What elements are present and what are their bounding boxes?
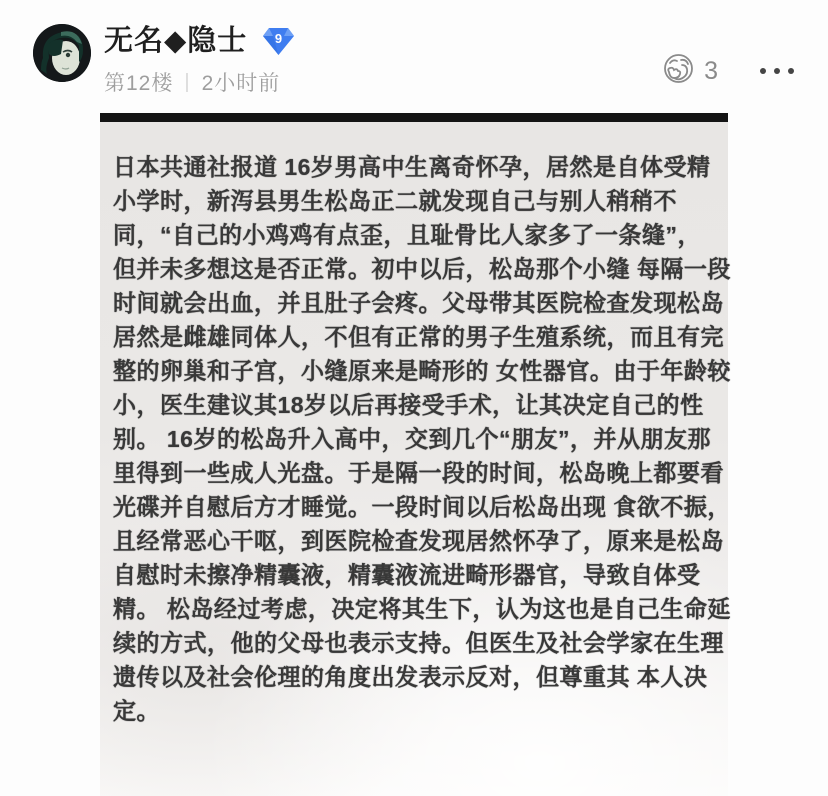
image-text-line: 居然是雌雄同体人，不但有正常的男子生殖系统，而且有完 <box>113 323 724 351</box>
image-text-line: 时间就会出血，并且肚子会疼。父母带其医院检查发现松岛 <box>113 289 724 317</box>
post-header <box>0 0 828 113</box>
image-text-line: 定。 <box>113 697 160 725</box>
image-text-line: 小学时，新泻县男生松岛正二就发现自己与别人稍稍不 <box>113 187 677 215</box>
image-text-line: 整的卵巢和子宫，小缝原来是畸形的 女性器官。由于年龄较 <box>113 357 731 385</box>
image-top-black-bar <box>100 113 728 122</box>
image-text-line: 同，“自己的小鸡鸡有点歪，且耻骨比人家多了一条缝”， <box>113 221 701 249</box>
image-text-line: 里得到一些成人光盘。于是隔一段的时间，松岛晚上都要看 <box>113 459 724 487</box>
image-text-line: 精。 松岛经过考虑，决定将其生下，认为这也是自己生命延 <box>113 595 731 623</box>
name-block <box>104 24 294 97</box>
image-text-line: 光碟并自慰后方才睡觉。一段时间以后松岛出现 食欲不振， <box>113 493 731 521</box>
reaction-button[interactable] <box>662 52 718 90</box>
image-text-line: 续的方式，他的父母也表示支持。但医生及社会学家在生理 <box>113 629 724 657</box>
image-text-line: 别。 16岁的松岛升入高中，交到几个“朋友”，并从朋友那 <box>113 425 711 453</box>
meta-divider: | <box>184 70 191 93</box>
floor-number: 第12楼 <box>104 72 174 95</box>
username[interactable]: 无名◆隐士 <box>104 25 248 57</box>
image-paper-area <box>100 122 731 796</box>
image-text-line: 且经常恶心干呕，到医院检查发现居然怀孕了，原来是松岛 <box>113 527 724 555</box>
post-meta <box>104 67 294 97</box>
image-text-line: 自慰时未擦净精囊液，精囊液流进畸形器官，导致自体受 <box>113 561 701 589</box>
facepalm-emoji-icon <box>662 52 695 90</box>
avatar[interactable] <box>33 24 91 82</box>
avatar-image <box>33 24 91 82</box>
ellipsis-more-icon <box>760 68 766 74</box>
image-text-line: 小，医生建议其18岁以后再接受手术，让其决定自己的性 <box>113 391 704 419</box>
image-text-line: 但并未多想这是否正常。初中以后，松岛那个小缝 每隔一段 <box>113 255 731 283</box>
post-content-image[interactable] <box>100 113 731 796</box>
header-actions <box>662 52 802 90</box>
level-badge-icon <box>263 28 294 55</box>
reaction-count: 3 <box>704 56 718 85</box>
level-number: 9 <box>275 30 283 46</box>
image-text-line: 遗传以及社会伦理的角度出发表示反对，但尊重其 本人决 <box>113 663 708 691</box>
image-text-line: 日本共通社报道 16岁男高中生离奇怀孕，居然是自体受精 <box>113 153 711 181</box>
post-time: 2小时前 <box>201 72 281 95</box>
more-options-button[interactable] <box>752 58 802 84</box>
